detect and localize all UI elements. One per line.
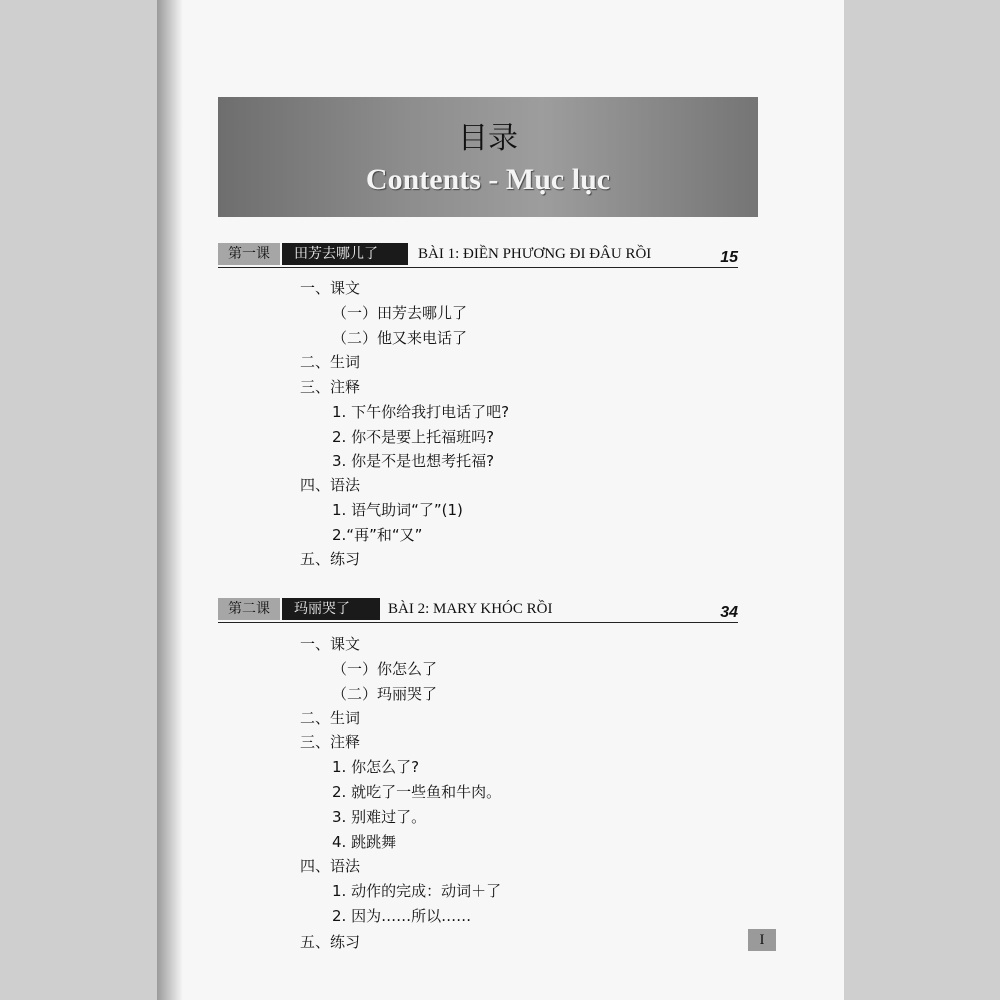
lesson-1-item: 五、练习 <box>300 550 361 568</box>
lesson-2-number: 第二课 <box>218 598 280 620</box>
lesson-2-item: 四、语法 <box>300 857 361 875</box>
lesson-1-item: （二）他又来电话了 <box>332 329 468 347</box>
lesson-2-item: 4. 跳跳舞 <box>332 833 397 851</box>
lesson-1-item: 一、课文 <box>300 279 361 297</box>
lesson-1-item: 三、注释 <box>300 378 361 396</box>
lesson-1-item: 2.“再”和“又” <box>332 526 423 544</box>
lesson-2-chinese-title: 玛丽哭了 <box>282 598 380 620</box>
lesson-2-item: 1. 你怎么了? <box>332 758 420 776</box>
page-number-marker: I <box>748 929 776 951</box>
lesson-2-item: 二、生词 <box>300 709 361 727</box>
lesson-2-header <box>218 598 738 623</box>
lesson-2-item: 3. 别难过了。 <box>332 808 427 826</box>
lesson-2-item: （一）你怎么了 <box>332 660 438 678</box>
title-banner <box>218 97 758 217</box>
lesson-2-item: 2. 就吃了一些鱼和牛肉。 <box>332 783 502 801</box>
lesson-2-item: 三、注释 <box>300 733 361 751</box>
lesson-1-page-number: 15 <box>720 249 738 266</box>
lesson-1-item: 1. 语气助词“了”(1) <box>332 501 463 519</box>
lesson-1-chinese-title: 田芳去哪儿了 <box>282 243 408 265</box>
lesson-1-item: 3. 你是不是也想考托福? <box>332 452 495 470</box>
lesson-1-item: 四、语法 <box>300 476 361 494</box>
lesson-1-item: （一）田芳去哪儿了 <box>332 304 468 322</box>
lesson-1-item: 1. 下午你给我打电话了吧? <box>332 403 510 421</box>
lesson-2-vietnamese-title: BÀI 2: MARY KHÓC RỒI <box>388 601 553 617</box>
lesson-1-item: 二、生词 <box>300 353 361 371</box>
lesson-2-item: 2. 因为……所以…… <box>332 907 472 925</box>
lesson-1-item: 2. 你不是要上托福班吗? <box>332 428 495 446</box>
lesson-1-number: 第一课 <box>218 243 280 265</box>
book-page <box>157 0 844 1000</box>
lesson-2-item: 五、练习 <box>300 933 361 951</box>
lesson-2-item: 1. 动作的完成：动词＋了 <box>332 882 502 900</box>
title-english: Contents - Mục lục <box>365 163 611 196</box>
lesson-2-item: （二）玛丽哭了 <box>332 685 438 703</box>
page-binding-shadow <box>157 0 183 1000</box>
lesson-1-vietnamese-title: BÀI 1: ĐIỀN PHƯƠNG ĐI ĐÂU RỒI <box>418 246 652 262</box>
lesson-2-item: 一、课文 <box>300 635 361 653</box>
title-chinese: 目录 <box>458 121 518 156</box>
lesson-1-header <box>218 243 738 268</box>
lesson-2-page-number: 34 <box>720 604 738 621</box>
